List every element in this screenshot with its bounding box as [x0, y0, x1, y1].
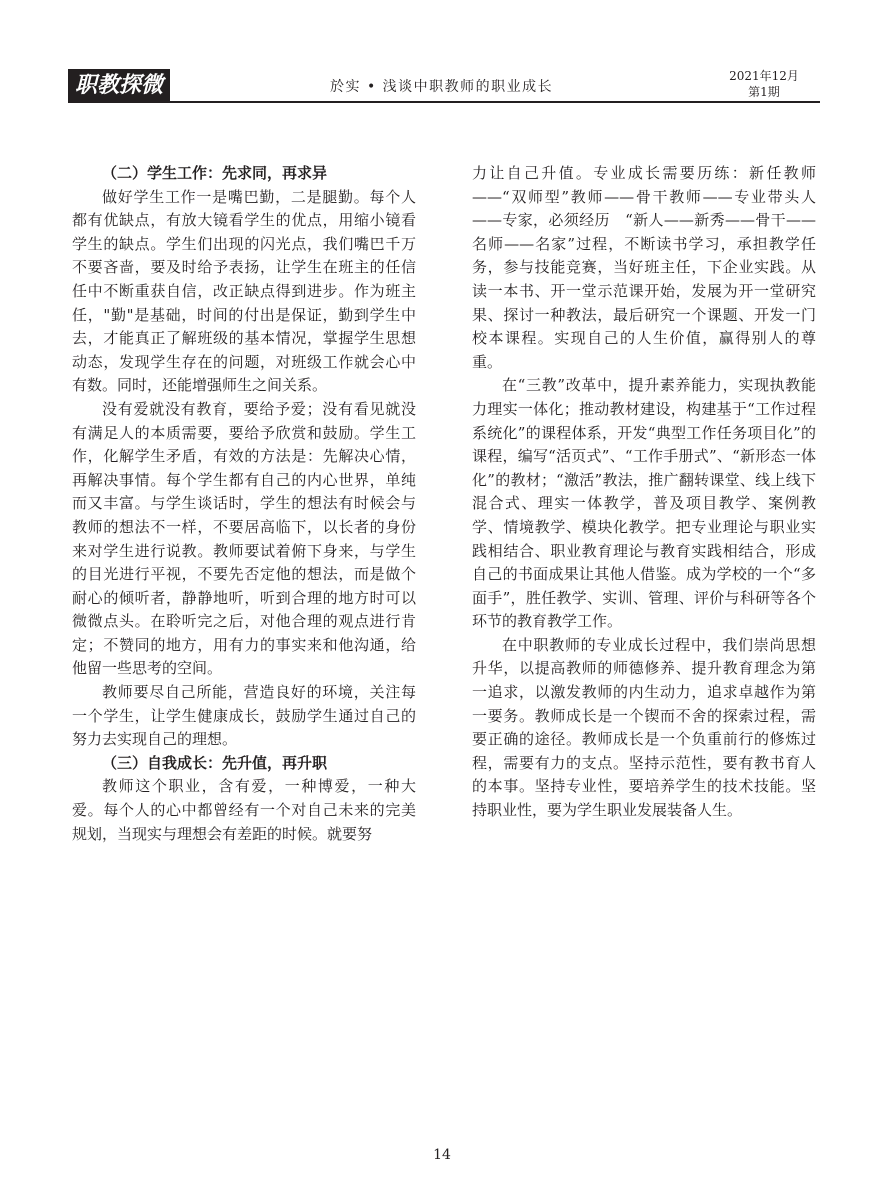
right-column — [472, 162, 816, 823]
issue-info — [714, 68, 814, 100]
paragraph: 做好学生工作一是嘴巴勤，二是腿勤。每个人都有优缺点，有放大镜看学生的优点，用缩小镜看学生的缺点。学生们出现的闪光点，我们嘴巴千万不要吝啬，要及时给予表扬，让学生在班主的任信任中不断重获自信，改正缺点得到进步。作为班主任，"勤"是基础，时间的付出是保证，勤到学生中去，才能真正了解班级的基本情况，掌握学生思想动态，发现学生存在的问题，对班级工作就会心中有数。同时，还能增强师生之间关系。 — [72, 187, 416, 395]
section-heading-self-growth: （三）自我成长：先升值，再升职 — [102, 753, 328, 772]
paragraph: 教师要尽自己所能，营造良好的环境，关注每一个学生，让学生健康成长，鼓励学生通过自己的努力去实现自己的理想。 — [72, 683, 416, 749]
section-heading-student-work: （二）学生工作：先求同，再求异 — [102, 164, 328, 182]
left-column — [72, 162, 416, 846]
paragraph: 教师这个职业，含有爱，一种博爱，一种大爱。每个人的心中都曾经有一个对自己未来的完美规划，当现实与理想会有差距的时候。就要努 — [72, 777, 416, 843]
running-title: 於实 • 浅谈中职教师的职业成长 — [330, 79, 554, 95]
paragraph-continued: 力让自己升值。专业成长需要历练：新任教师——“双师型”教师——骨干教师——专业带头人——专家，必须经历 “新人——新秀——骨干——名师——名家”过程，不断读书学习，承担教学任务，参与技能竞赛，当好班主任，下企业实践。从读一本书、开一堂示范课开始，发展为开一堂研究果、探讨一种教法，最后研究一个课题、开发一门校本课程。实现自己的人生价值，赢得别人的尊重。 — [472, 164, 816, 371]
issue-number: 第1期 — [748, 85, 780, 99]
journal-logo: 职教探微 — [68, 69, 170, 102]
paragraph: 没有爱就没有教育，要给予爱；没有看见就没有满足人的本质需要，要给予欣赏和鼓励。学生工作，化解学生矛盾，有效的方法是：先解决心情，再解决事情。每个学生都有自己的内心世界，单纯而又丰富。与学生谈话时，学生的想法有时候会与教师的想法不一样，不要居高临下，以长者的身份来对学生进行说教。教师要试着俯下身来，与学生的目光进行平视，不要先否定他的想法，而是做个耐心的倾听者，静静地听，听到合理的地方时可以微微点头。在聆听完之后，对他合理的观点进行肯定；不赞同的地方，用有力的事实来和他沟通，给他留一些思考的空间。 — [72, 399, 416, 678]
page-number: 14 — [433, 1147, 451, 1163]
issue-date: 2021年12月 — [729, 69, 799, 83]
paragraph: 在“三教”改革中，提升素养能力，实现执教能力理实一体化；推动教材建设，构建基于“工作过程系统化”的课程体系，开发“典型工作任务项目化”的课程，编写“活页式”、“工作手册式”、“新形态一体化”的教材；“激活”教法，推广翻转课堂、线上线下混合式、理实一体教学，普及项目教学、案例教学、情境教学、模块化教学。把专业理论与职业实践相结合、职业教育理论与教育实践相结合，形成自己的书面成果让其他人借鉴。成为学校的一个“多面手”，胜任教学、实训、管理、评价与科研等各个环节的教育教学工作。 — [472, 376, 816, 631]
paragraph: 在中职教师的专业成长过程中，我们崇尚思想升华，以提高教师的师德修养、提升教育理念为第一追求，以激发教师的内生动力，追求卓越作为第一要务。教师成长是一个锲而不舍的探索过程，需要正确的途径。教师成长是一个负重前行的修炼过程，需要有力的支点。坚持示范性，要有教书育人的本事。坚持专业性，要培养学生的技术技能。坚持职业性，要为学生职业发展装备人生。 — [472, 635, 816, 820]
header-rule — [68, 101, 820, 103]
page-header — [0, 0, 884, 110]
